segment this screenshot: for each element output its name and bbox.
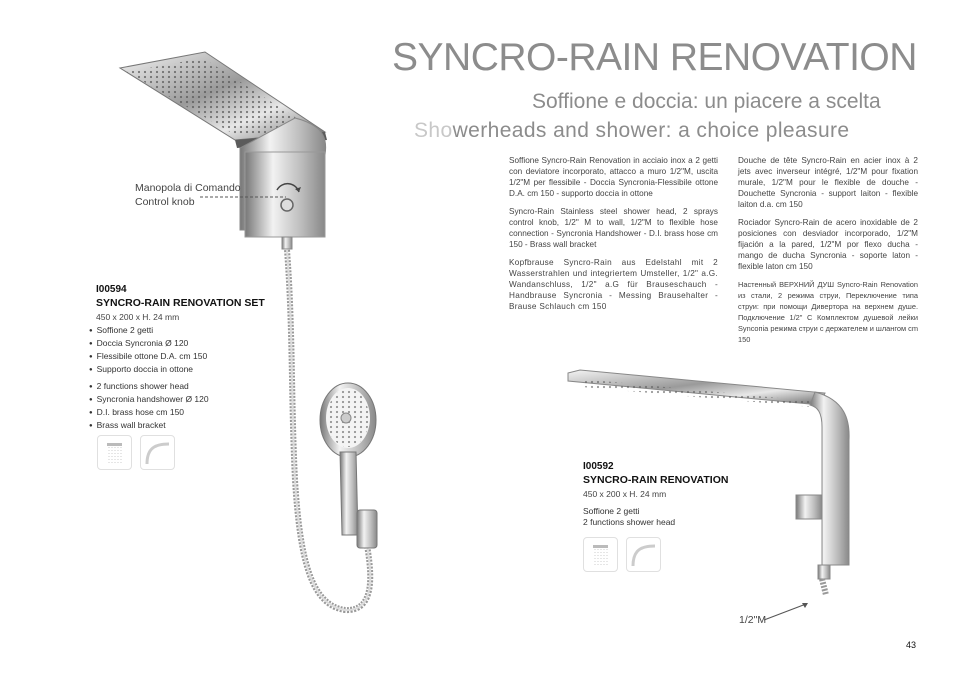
feature-item: ● Brass wall bracket — [89, 420, 209, 433]
product-set-code: I00594 — [96, 284, 127, 295]
product-head-name: SYNCRO-RAIN RENOVATION — [583, 474, 729, 486]
description-italian: Soffione Syncro-Rain Renovation in acciaio inox a 2 getti con deviatore incorporato, attacco a muro 1/2"M, uscita 1/2"M per flessibile - Doccia Syncronia-Flessibile ottone D.A. cm 150 - supporto doccia in ottone — [509, 156, 718, 198]
product-head-line1: Soffione 2 getti — [583, 506, 640, 516]
connection-label: 1/2"M — [739, 614, 767, 626]
feature-item: ● Soffione 2 getti — [89, 325, 207, 338]
product-set-features-english — [89, 381, 209, 433]
knob-leader-line — [200, 193, 290, 201]
product-head-code: I00592 — [583, 461, 614, 472]
connection-leader-line — [762, 598, 812, 623]
page-number: 43 — [906, 640, 917, 650]
product-head-info — [583, 461, 728, 528]
product-head-dimensions: 450 x 200 x H. 24 mm — [583, 489, 667, 499]
subtitle-english — [414, 119, 850, 143]
curved-pipe-icon — [626, 537, 661, 572]
description-english: Syncro-Rain Stainless steel shower head, 2 sprays control knob, 1/2" M to wall, 1/2"M to flexible hose connection - Syncronia Handshower - D.I. brass hose cm 150 - Brass wall bracket — [509, 207, 718, 249]
description-spanish: Rociador Syncro-Rain de acero inoxidable de 2 posiciones con desviador incorporado, 1/2"M fijación a la pared, 1/2"M por flexo ducha - mango de ducha Syncronia - soporte laton - flexible laton cm 150 — [738, 218, 918, 271]
product-set-features-italian — [89, 325, 207, 377]
subtitle-english-light: Sho — [414, 119, 453, 142]
feature-item: ● Flessibile ottone D.A. cm 150 — [89, 351, 207, 364]
feature-item: ● D.I. brass hose cm 150 — [89, 407, 209, 420]
description-russian: Настенный ВЕРХНИЙ ДУШ Syncro-Rain Renovation из стали, 2 режима струи, Переключение типа струи: при помощи Дивертора на верхнем душе. Подключение 1/2" С Комплектом душевой лейки Syncoпia режима струи с держателем и шлангом cm 150 — [738, 280, 918, 344]
description-german: Kopfbrause Syncro-Rain aus Edelstahl mit 2 Wasserstrahlen und integriertem Umsteller, 1/2" a.G. Wandanschluss, 1/2" a.G für Brauseschauch - Handbrause Syncronia - Messing Brausehalter - Brause Schlauch cm 150 — [509, 258, 718, 311]
product-set-name: SYNCRO-RAIN RENOVATION SET — [96, 297, 265, 309]
knob-label-italian: Manopola di Comando — [135, 182, 241, 194]
subtitle-italian: Soffione e doccia: un piacere a scelta — [532, 90, 881, 113]
description-french: Douche de tête Syncro-Rain en acier inox à 2 jets avec inverseur intégré, 1/2"M pour fixation murale, 1/2"M pour le flexible de douche - Douchette Syncronia - support laiton - flexible laiton d.a. cm 150 — [738, 156, 918, 209]
description-column-left — [509, 155, 718, 319]
product-set-info — [96, 284, 265, 322]
page-title: SYNCRO-RAIN RENOVATION — [392, 36, 917, 79]
subtitle-english-rest: werheads and shower: a choice pleasure — [452, 119, 850, 142]
description-column-right — [738, 155, 918, 352]
product-head-line2: 2 functions shower head — [583, 517, 676, 527]
feature-item: ● Doccia Syncronia Ø 120 — [89, 338, 207, 351]
knob-label-english: Control knob — [135, 196, 195, 208]
feature-item: ● Supporto doccia in ottone — [89, 364, 207, 377]
feature-item: ● Syncronia handshower Ø 120 — [89, 394, 209, 407]
rain-spray-icon — [97, 435, 132, 470]
feature-item: ● 2 functions shower head — [89, 381, 209, 394]
curved-pipe-icon — [140, 435, 175, 470]
product-set-dimensions: 450 x 200 x H. 24 mm — [96, 312, 180, 322]
rain-spray-icon — [583, 537, 618, 572]
